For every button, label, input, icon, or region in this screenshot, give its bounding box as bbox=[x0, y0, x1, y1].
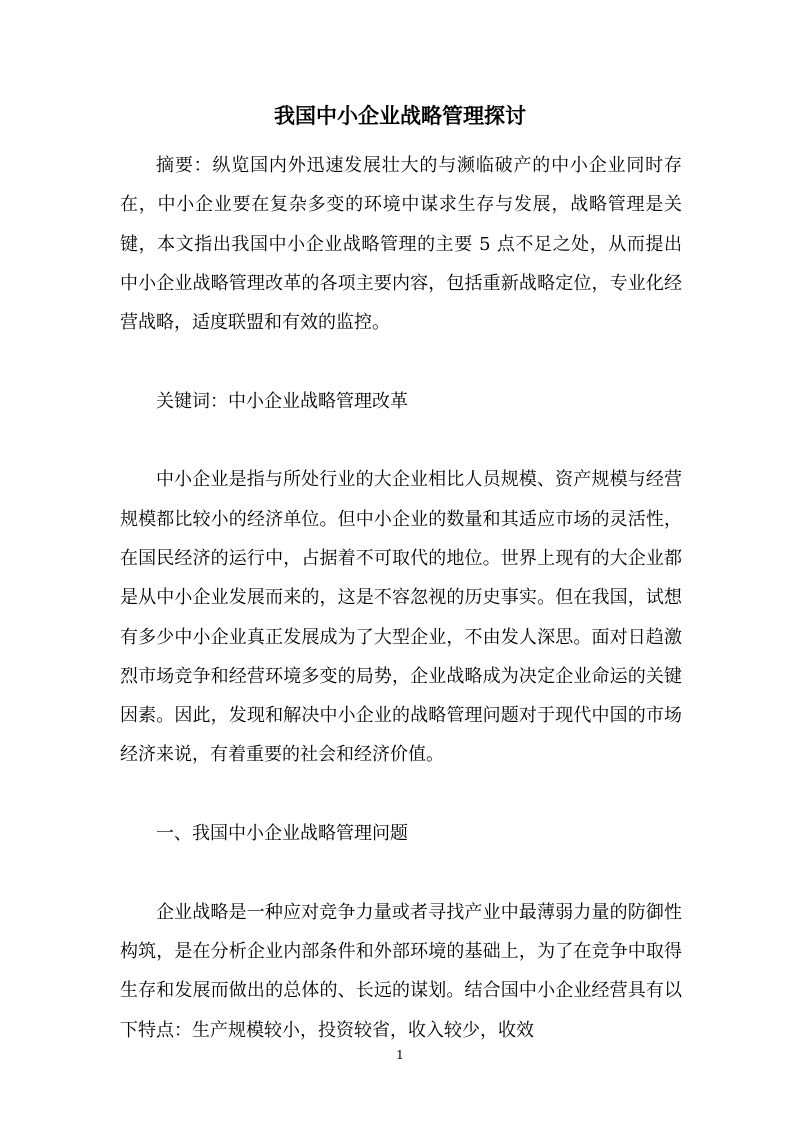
document-body bbox=[120, 146, 682, 1089]
body-paragraph: 企业战略是一种应对竞争力量或者寻找产业中最薄弱力量的防御性构筑，是在分析企业内部条件和外部环境的基础上，为了在竞争中取得生存和发展而做出的总体的、长远的谋划。结合国中小企业经营具有以下特点：生产规模较小，投资较省，收入较少，收效 bbox=[120, 901, 682, 1041]
section-heading: 一、我国中小企业战略管理问题 bbox=[156, 823, 408, 845]
page-number: 1 bbox=[396, 1048, 404, 1062]
body-paragraph: 中小企业是指与所处行业的大企业相比人员规模、资产规模与经营规模都比较小的经济单位。但中小企业的数量和其适应市场的灵活性，在国民经济的运行中，占据着不可取代的地位。世界上现有的大企业都是从中小企业发展而来的，这是不容忽视的历史事实。但在我国，试想有多少中小企业真正发展成为了大型企业，不由发人深思。面对日趋激烈市场竞争和经营环境多变的局势，企业战略成为决定企业命运的关键因素。因此，发现和解决中小企业的战略管理问题对于现代中国的市场经济来说，有着重要的社会和经济价值。 bbox=[120, 469, 682, 766]
document-title: 我国中小企业战略管理探讨 bbox=[274, 104, 526, 128]
keywords-paragraph: 关键词：中小企业战略管理改革 bbox=[156, 390, 408, 412]
abstract-paragraph: 摘要：纵览国内外迅速发展壮大的与濒临破产的中小企业同时存在，中小企业要在复杂多变的环境中谋求生存与发展，战略管理是关键，本文指出我国中小企业战略管理的主要 5 点不足之处，从而提出中小企业战略管理改革的各项主要内容，包括重新战略定位，专业化经营战略，适度联盟和有效的监控。 bbox=[120, 155, 682, 334]
